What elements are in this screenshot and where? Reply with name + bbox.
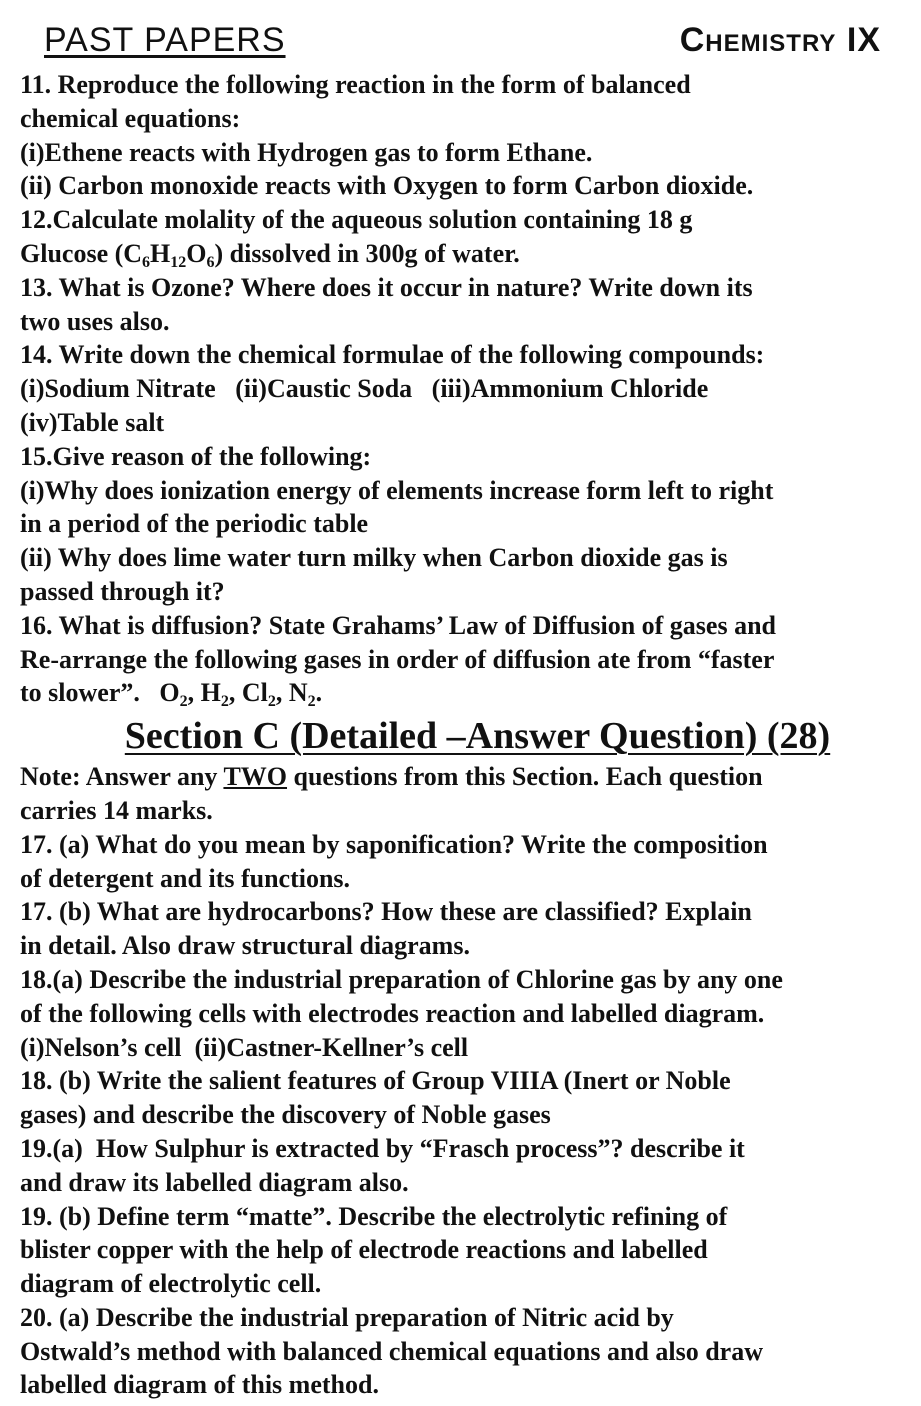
subscript: 2 — [220, 693, 229, 711]
question-line: 18. (b) Write the salient features of Group VIIIA (Inert or Noble — [20, 1066, 731, 1096]
subscript: 12 — [170, 253, 187, 271]
question-line: 11. Reproduce the following reaction in the form of balanced — [20, 70, 691, 99]
question-line: two uses also. — [20, 306, 170, 336]
question-line: (i)Why does ionization energy of elements increase form left to right — [20, 475, 774, 505]
section-note — [20, 760, 915, 828]
subscript: 6 — [142, 253, 151, 271]
text-fragment: H — [150, 238, 171, 268]
text-fragment: questions from this Section. Each question — [287, 762, 763, 792]
subscript: 2 — [307, 693, 316, 711]
question-17 — [20, 828, 915, 963]
question-line: 16. What is diffusion? State Grahams’ Law of Diffusion of gases and — [20, 610, 777, 640]
question-line: labelled diagram of this method. — [20, 1370, 379, 1400]
question-line: 13. What is Ozone? Where does it occur in nature? Write down its — [20, 272, 753, 302]
question-11 — [20, 68, 915, 203]
question-20 — [20, 1301, 915, 1402]
text-fragment: Note: Answer any — [20, 762, 224, 792]
text-fragment: to slower”. O — [20, 678, 180, 708]
note-line — [20, 760, 915, 794]
past-papers-title: PAST PAPERS — [44, 21, 286, 59]
text-fragment: , N — [275, 678, 308, 708]
question-12 — [20, 203, 915, 271]
question-line: 12.Calculate molality of the aqueous solution containing 18 g — [20, 205, 693, 235]
question-line: and draw its labelled diagram also. — [20, 1167, 409, 1197]
question-line: (i)Sodium Nitrate (ii)Caustic Soda (iii)Ammonium Chloride — [20, 374, 709, 404]
text-fragment: , H — [187, 678, 221, 708]
question-line: diagram of electrolytic cell. — [20, 1269, 322, 1299]
subscript: 2 — [179, 693, 188, 711]
text-fragment: . — [315, 678, 323, 708]
question-line: Ostwald’s method with balanced chemical equations and also draw — [20, 1336, 763, 1366]
question-line: 17. (a) What do you mean by saponification? Write the composition — [20, 829, 768, 859]
question-14 — [20, 338, 915, 439]
question-line: (iv)Table salt — [20, 407, 165, 437]
text-fragment: O — [186, 238, 207, 268]
question-18 — [20, 963, 915, 1132]
question-15 — [20, 440, 915, 609]
question-line: of detergent and its functions. — [20, 863, 351, 893]
question-line: 19. (b) Define term “matte”. Describe the electrolytic refining of — [20, 1201, 728, 1231]
section-c-heading: Section C (Detailed –Answer Question) (28) — [124, 715, 831, 758]
subject-title: Chemistry IX — [679, 21, 881, 59]
question-line: Re-arrange the following gases in order of diffusion ate from “faster — [20, 644, 775, 674]
question-line: (ii) Carbon monoxide reacts with Oxygen to form Carbon dioxide. — [20, 171, 754, 201]
question-line-glucose — [20, 237, 915, 271]
question-line: 20. (a) Describe the industrial preparation of Nitric acid by — [20, 1302, 674, 1332]
question-line: in detail. Also draw structural diagrams. — [20, 931, 470, 961]
text-fragment: , Cl — [228, 678, 268, 708]
note-emphasis: TWO — [223, 762, 288, 792]
question-line: of the following cells with electrodes reaction and labelled diagram. — [20, 998, 765, 1028]
question-19 — [20, 1132, 915, 1301]
text-fragment: Glucose (C — [20, 238, 143, 268]
question-line: 17. (b) What are hydrocarbons? How these are classified? Explain — [20, 897, 752, 927]
question-line: (ii) Why does lime water turn milky when Carbon dioxide gas is — [20, 543, 728, 573]
question-line: blister copper with the help of electrode reactions and labelled — [20, 1235, 708, 1265]
question-line: 14. Write down the chemical formulae of the following compounds: — [20, 340, 765, 370]
question-16 — [20, 609, 915, 710]
question-line: 15.Give reason of the following: — [20, 441, 372, 471]
questions-body — [20, 68, 915, 1402]
question-line: chemical equations: — [20, 103, 241, 133]
question-line: in a period of the periodic table — [20, 509, 369, 539]
question-line: 18.(a) Describe the industrial preparation of Chlorine gas by any one — [20, 964, 783, 994]
question-13 — [20, 271, 915, 339]
subscript: 6 — [206, 253, 215, 271]
question-line: (i)Ethene reacts with Hydrogen gas to form Ethane. — [20, 137, 593, 167]
question-line: passed through it? — [20, 576, 225, 606]
text-fragment: ) dissolved in 300g of water. — [214, 238, 520, 268]
question-line: gases) and describe the discovery of Noble gases — [20, 1100, 551, 1130]
question-line: 19.(a) How Sulphur is extracted by “Frasch process”? describe it — [20, 1133, 745, 1163]
subscript: 2 — [267, 693, 276, 711]
question-line-gases — [20, 676, 915, 710]
note-line: carries 14 marks. — [20, 795, 213, 825]
question-line: (i)Nelson’s cell (ii)Castner-Kellner’s cell — [20, 1032, 469, 1062]
